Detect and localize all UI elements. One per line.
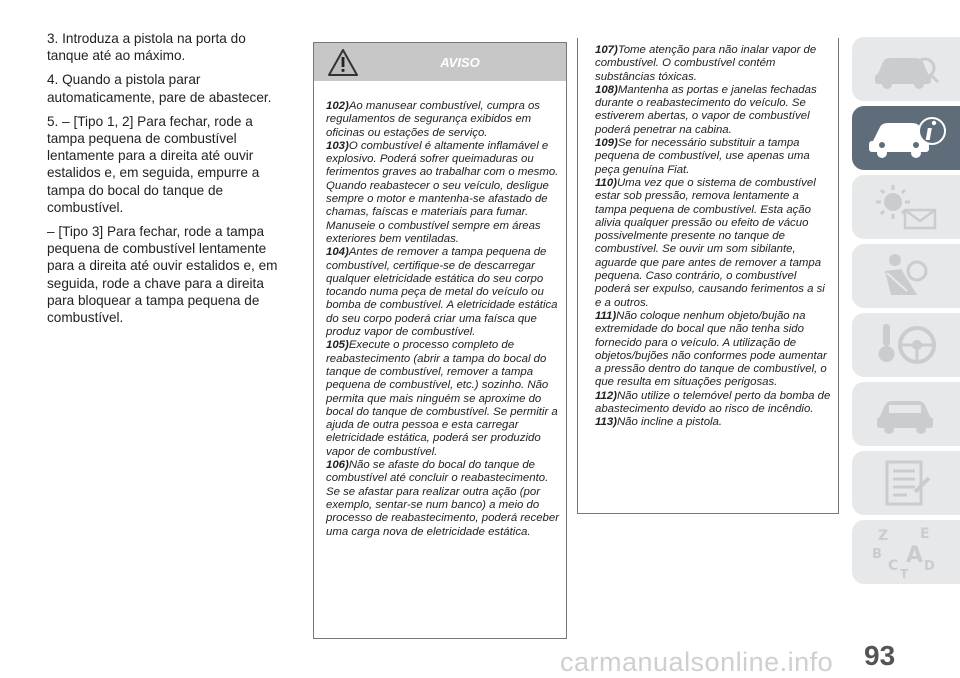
key-steering-wheel-icon xyxy=(871,320,941,370)
svg-text:D: D xyxy=(924,559,935,574)
warning-lights-message-icon xyxy=(871,182,941,232)
svg-text:B: B xyxy=(872,547,882,562)
step-5-text: 5. – [Tipo 1, 2] Para fechar, rode a tampa pequena de combustível lentamente para a direita até ouvir estalidos e, em seguida, empurre a tampa do bocal do tanque de combustível. xyxy=(47,113,260,215)
step-5-type3-text: – [Tipo 3] Para fechar, rode a tampa pequena de combustível lentamente para a direita até ouvir estalidos e, em seguida, rode a chave para a direita para bloquear a tampa pequena de combustível. xyxy=(47,224,278,326)
note-106: 106)Não se afaste do bocal do tanque de combustível até concluir o reabastecimento. Se se afastar para realizar outra ação (por exemplo, sentar-se num banco) a meio do processo de reabastecimento, poderá receber uma carga nova de eletricidade estática. xyxy=(326,459,560,538)
page-number: 93 xyxy=(864,640,896,671)
watermark: carmanualsonline.info xyxy=(560,647,834,677)
instructions-column xyxy=(47,30,287,333)
alphabetical-index-icon xyxy=(866,524,946,580)
note-112: 112)Não utilize o telemóvel perto da bomba de abastecimento devido ao risco de incêndio. xyxy=(595,389,831,416)
note-107: 107)Tome atenção para não inalar vapor de combustível. O combustível contém substâncias tóxicas. xyxy=(595,44,817,83)
car-info-icon xyxy=(864,113,948,163)
car-search-icon xyxy=(871,46,941,92)
tab-warning-lights[interactable] xyxy=(852,175,960,239)
svg-text:E: E xyxy=(920,526,930,542)
svg-text:T: T xyxy=(900,567,909,580)
chapter-tabs xyxy=(852,37,960,589)
warning-title: AVISO xyxy=(440,55,480,70)
warning-header xyxy=(314,43,566,81)
note-110: 110)Uma vez que o sistema de combustível estar sob pressão, remova lentamente a tampa pequena de combustível. Esta ação alivia qualquer pressão ou efeito de vácuo possivelmente presente no tanque de combustível. Se ouvir um som sibilante, aguarde que pare antes de remover a tampa pequena. Caso contrário, o combustível poderá ser expulso, causando ferimentos a si e a outros. xyxy=(595,176,825,309)
tab-starting-driving[interactable] xyxy=(852,313,960,377)
note-113: 113)Não incline a pistola. xyxy=(595,416,723,429)
car-emergency-icon xyxy=(871,391,941,437)
seat-airbag-icon xyxy=(871,251,941,301)
tab-emergency[interactable] xyxy=(852,382,960,446)
note-105: 105)Execute o processo completo de reabastecimento (abrir a tampa do bocal do tanque de combustível, remover a tampa pequena de combustível, etc.) sozinho. Não permita que mais ninguém se aproxime do bocal do tanque de combustível. Se permitir a ajuda de outra pessoa e esta carregar eletricidade estática, poderá ser produzido vapor de combustível. xyxy=(326,339,558,458)
step-4-text: 4. Quando a pistola parar automaticamente, pare de abastecer. xyxy=(47,72,272,105)
tab-car-info[interactable] xyxy=(852,106,960,170)
tab-maintenance[interactable] xyxy=(852,451,960,515)
note-108: 108)Mantenha as portas e janelas fechadas durante o reabastecimento do veículo. Se estiverem abertas, o vapor de combustível poderá penetrar na cabina. xyxy=(595,83,817,136)
note-111: 111)Não coloque nenhum objeto/bujão na extremidade do bocal que não tenha sido fornecido para o veículo. A utilização de objetos/bujões não conformes pode aumentar a pressão dentro do tanque de combustível, o que resulta em situações perigosas. xyxy=(595,309,827,389)
maintenance-checklist-icon xyxy=(871,458,941,508)
svg-text:C: C xyxy=(888,558,899,574)
note-102: 102)Ao manusear combustível, cumpra os regulamentos de segurança exibidos em oficinas ou estações de serviço. xyxy=(326,100,541,139)
tab-safety[interactable] xyxy=(852,244,960,308)
note-109: 109)Se for necessário substituir a tampa pequena de combustível, use apenas uma peça genuína Fiat. xyxy=(595,137,810,176)
note-104: 104)Antes de remover a tampa pequena de combustível, certifique-se de descarregar qualquer eletricidade estática do seu corpo tocando numa peça de metal do veículo ou bomba de combustível. A eletricidade estática do seu corpo poderá criar uma faísca que produz vapor de combustível. xyxy=(326,246,558,339)
svg-text:Z: Z xyxy=(878,528,889,544)
warning-box xyxy=(313,42,567,639)
note-103: 103)O combustível é altamente inflamável e explosivo. Poderá sofrer queimaduras ou ferimentos graves ao trabalhar com o mesmo. Quando reabastecer o seu veículo, desligue sempre o motor e mantenha-se afastado de chamas, faíscas e materiais para fumar. Manuseie o combustível sempre em áreas exteriores bem ventiladas. xyxy=(326,139,559,245)
tab-index[interactable] xyxy=(852,520,960,584)
step-3-text: 3. Introduza a pistola na porta do tanque até ao máximo. xyxy=(47,31,246,64)
warning-box-continued xyxy=(577,38,839,514)
svg-text:A: A xyxy=(906,543,924,568)
tab-car-search[interactable] xyxy=(852,37,960,101)
